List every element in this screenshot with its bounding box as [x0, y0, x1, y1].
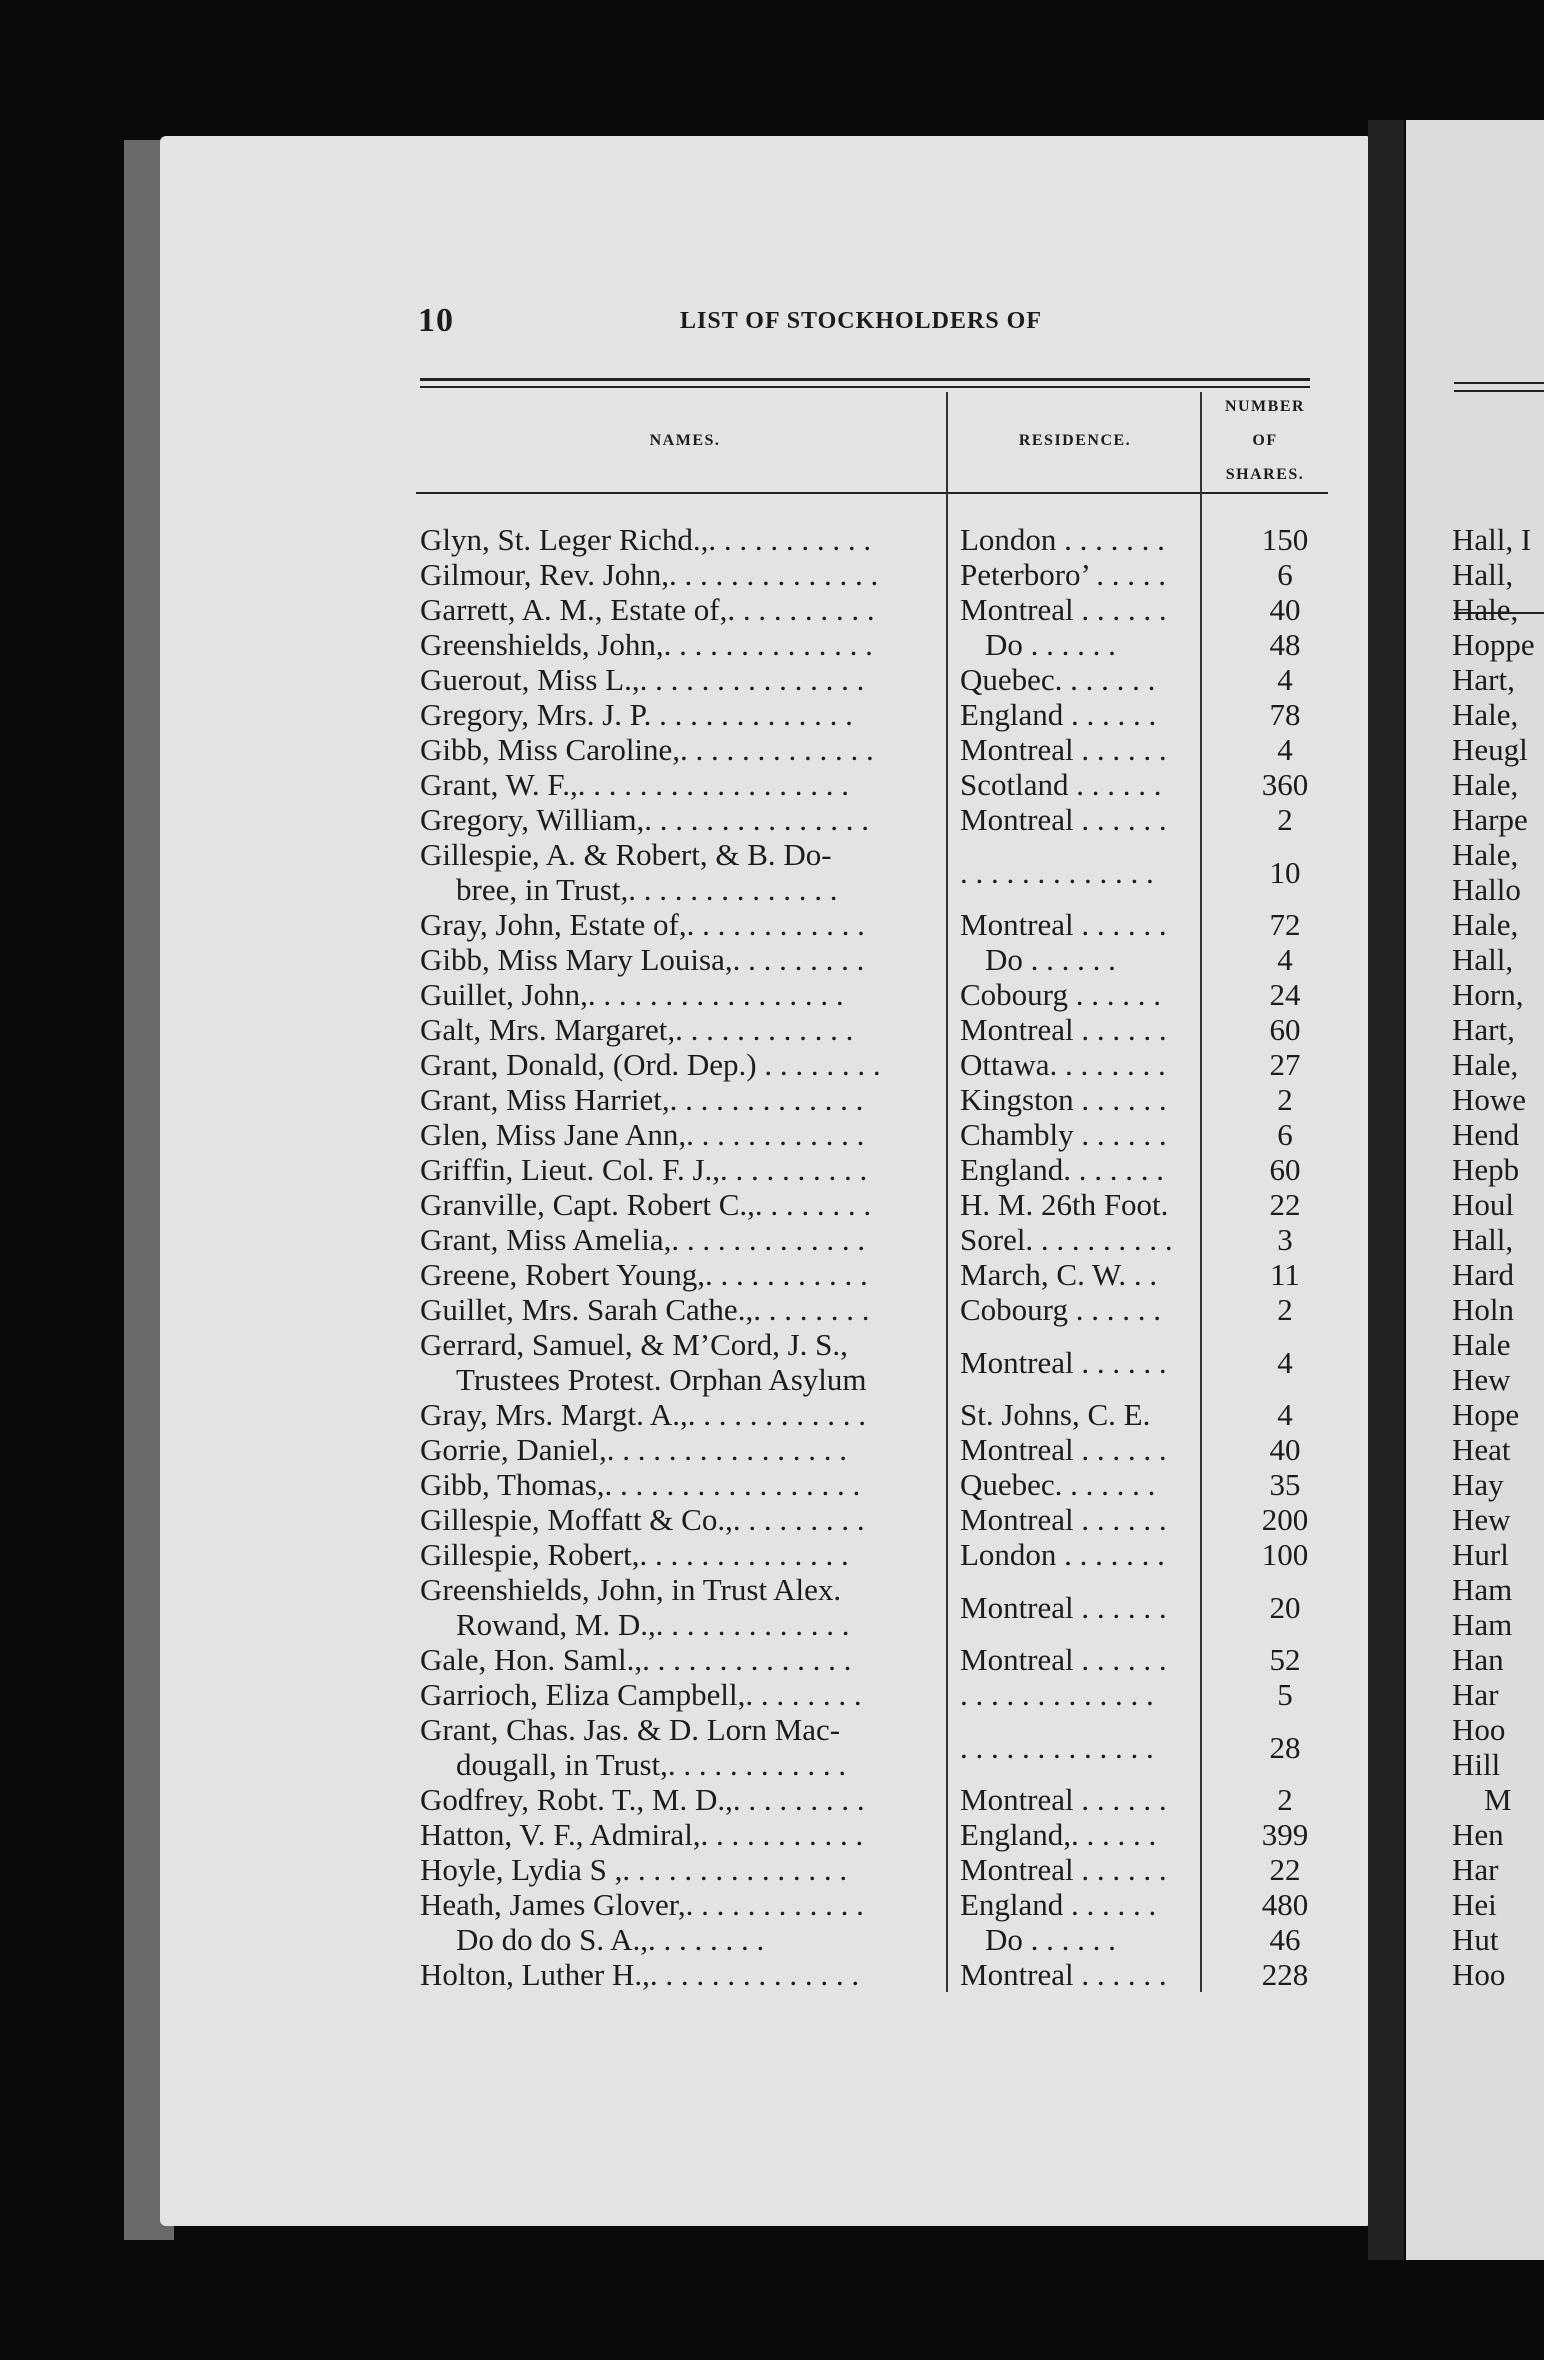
table-row: [420, 522, 1340, 557]
stockholder-shares: 2: [1277, 1782, 1293, 1817]
table-row: [420, 1467, 1340, 1502]
stockholder-shares: 4: [1277, 942, 1293, 977]
table-row: [420, 977, 1340, 1012]
stockholder-residence: Cobourg . . . . . .: [960, 1292, 1161, 1327]
facing-page-fragment: Hew: [1452, 1502, 1511, 1537]
stockholder-shares: 360: [1261, 767, 1309, 802]
facing-page-fragment: Hend: [1452, 1117, 1520, 1152]
stockholder-residence: England. . . . . . .: [960, 1152, 1165, 1187]
stockholder-name: Gillespie, A. & Robert, & B. Do-: [420, 837, 832, 872]
stockholder-name: Gale, Hon. Saml.,. . . . . . . . . . . . . .: [420, 1642, 852, 1677]
stockholder-name: Garrett, A. M., Estate of,. . . . . . . . . .: [420, 592, 875, 627]
column-header-shares-line2: OF: [1252, 432, 1278, 449]
facing-page-fragment: M: [1484, 1782, 1512, 1817]
stockholder-name: Griffin, Lieut. Col. F. J.,. . . . . . . . . .: [420, 1152, 868, 1187]
header-rule-bottom: [420, 386, 1310, 388]
stockholder-name: Hoyle, Lydia S ,. . . . . . . . . . . . . . .: [420, 1852, 848, 1887]
stockholder-shares: 6: [1277, 1117, 1293, 1152]
table-row: [420, 1117, 1340, 1152]
stockholder-name: Guillet, John,. . . . . . . . . . . . . . . . .: [420, 977, 844, 1012]
column-header-names: NAMES.: [649, 432, 721, 449]
stockholder-name: Gilmour, Rev. John,. . . . . . . . . . . . . .: [420, 557, 879, 592]
table-row: [420, 1292, 1340, 1327]
stockholder-residence: England,. . . . . .: [960, 1817, 1157, 1852]
stockholder-shares: 40: [1269, 1432, 1301, 1467]
facing-page-fragment: Hall,: [1452, 557, 1514, 592]
facing-page-fragment: Horn,: [1452, 977, 1524, 1012]
table-row: [420, 557, 1340, 592]
stockholder-residence: Montreal . . . . . .: [960, 592, 1167, 627]
stockholder-residence: Montreal . . . . . .: [960, 1957, 1167, 1992]
page-number: 10: [418, 302, 454, 339]
stockholder-shares: 24: [1269, 977, 1301, 1012]
stockholder-residence: H. M. 26th Foot.: [960, 1187, 1169, 1222]
stockholder-name: Heath, James Glover,. . . . . . . . . . . .: [420, 1887, 864, 1922]
column-header-shares-line3: SHARES.: [1225, 466, 1305, 483]
table-row: [420, 1887, 1340, 1922]
stockholder-shares: 2: [1277, 1292, 1293, 1327]
stockholder-name: Gerrard, Samuel, & M’Cord, J. S.,: [420, 1327, 848, 1362]
stockholder-name: Grant, Donald, (Ord. Dep.) . . . . . . . .: [420, 1047, 881, 1082]
stockholder-name: Gray, John, Estate of,. . . . . . . . . . . .: [420, 907, 865, 942]
stockholder-name: Grant, Miss Harriet,. . . . . . . . . . . . .: [420, 1082, 864, 1117]
table-row: [420, 1712, 1340, 1782]
stockholder-shares: 4: [1277, 1397, 1293, 1432]
table-row: [420, 1782, 1340, 1817]
stockholder-residence: Montreal . . . . . .: [960, 1344, 1167, 1380]
stockholder-shares: 60: [1269, 1012, 1301, 1047]
table-row: [420, 942, 1340, 977]
stockholder-name: Glyn, St. Leger Richd.,. . . . . . . . . . .: [420, 522, 872, 557]
table-row: [420, 1642, 1340, 1677]
stockholder-shares: 48: [1269, 627, 1301, 662]
table-row: [420, 1957, 1340, 1992]
stockholder-shares: 3: [1277, 1222, 1293, 1257]
stockholder-shares: 72: [1269, 907, 1301, 942]
table-row: [420, 1222, 1340, 1257]
stockholder-shares: 27: [1269, 1047, 1301, 1082]
table-row: [420, 662, 1340, 697]
table-row: [420, 1922, 1340, 1957]
stockholder-name: Gillespie, Robert,. . . . . . . . . . . . . .: [420, 1537, 849, 1572]
stockholder-name: Grant, W. F.,. . . . . . . . . . . . . . . . . .: [420, 767, 849, 802]
table-row: [420, 837, 1340, 907]
stockholder-shares: 46: [1269, 1922, 1301, 1957]
facing-page-fragment: Heat: [1452, 1432, 1511, 1467]
stockholder-name: Grant, Chas. Jas. & D. Lorn Mac-: [420, 1712, 841, 1747]
stockholder-residence: Montreal . . . . . .: [960, 1589, 1167, 1625]
stockholder-shares: 6: [1277, 557, 1293, 592]
stockholder-residence: Peterboro’ . . . . .: [960, 557, 1167, 592]
table-row: [420, 1852, 1340, 1887]
table-row: [420, 907, 1340, 942]
stockholder-name: Granville, Capt. Robert C.,. . . . . . . .: [420, 1187, 872, 1222]
facing-page-fragment: Hard: [1452, 1257, 1514, 1292]
facing-page-fragment: Hen: [1452, 1817, 1504, 1852]
stockholder-residence: Montreal . . . . . .: [960, 1012, 1167, 1047]
facing-page-fragment: Hay: [1452, 1467, 1504, 1502]
stockholder-residence: Chambly . . . . . .: [960, 1117, 1167, 1152]
stockholder-shares: 35: [1269, 1467, 1301, 1502]
stockholder-name-continued: Rowand, M. D.,. . . . . . . . . . . . .: [456, 1607, 850, 1642]
facing-page-fragment: Hoppe: [1452, 627, 1535, 662]
stockholder-residence: London . . . . . . .: [960, 1537, 1165, 1572]
facing-page-fragment: Hill: [1452, 1747, 1501, 1782]
stockholder-residence: Kingston . . . . . .: [960, 1082, 1167, 1117]
stockholder-shares: 480: [1261, 1887, 1309, 1922]
stockholder-name: Gillespie, Moffatt & Co.,. . . . . . . . .: [420, 1502, 865, 1537]
table-row: [420, 1572, 1340, 1642]
stockholder-residence: Montreal . . . . . .: [960, 1502, 1167, 1537]
stockholder-residence: Montreal . . . . . .: [960, 1432, 1167, 1467]
stockholder-residence: Do . . . . . .: [985, 1922, 1116, 1957]
stockholder-shares: 78: [1269, 697, 1301, 732]
stockholder-name: Do do do S. A.,. . . . . . . .: [456, 1922, 765, 1957]
stockholder-residence: Ottawa. . . . . . . .: [960, 1047, 1166, 1082]
facing-page-fragment: Hurl: [1452, 1537, 1509, 1572]
stockholder-shares: 40: [1269, 592, 1301, 627]
column-header-rule: [416, 492, 1328, 494]
stockholder-shares: 4: [1277, 732, 1293, 767]
table-row: [420, 1257, 1340, 1292]
table-row: [420, 1817, 1340, 1852]
stockholder-residence: Do . . . . . .: [985, 942, 1116, 977]
stockholder-residence: . . . . . . . . . . . . .: [960, 1729, 1154, 1765]
facing-page-fragment: Hut: [1452, 1922, 1499, 1957]
stockholder-name: Gibb, Thomas,. . . . . . . . . . . . . . . . .: [420, 1467, 861, 1502]
facing-page-fragment: Hale,: [1452, 697, 1519, 732]
facing-page-fragment: Hale,: [1452, 1047, 1519, 1082]
facing-page-fragment: Hallo: [1452, 872, 1521, 907]
stockholder-shares: 200: [1261, 1502, 1309, 1537]
facing-page-rule: [1454, 390, 1544, 392]
table-row: [420, 1677, 1340, 1712]
stockholder-shares: 52: [1269, 1642, 1301, 1677]
table-row: [420, 1327, 1340, 1397]
stockholder-shares: 5: [1277, 1677, 1293, 1712]
facing-page-fragment: Hope: [1452, 1397, 1520, 1432]
facing-page-fragment: Har: [1452, 1677, 1499, 1712]
stockholder-residence: England . . . . . .: [960, 697, 1157, 732]
stockholder-residence: England . . . . . .: [960, 1887, 1157, 1922]
stockholder-shares: 4: [1277, 662, 1293, 697]
facing-page-fragment: Hei: [1452, 1887, 1497, 1922]
book-spine: [1368, 120, 1404, 2260]
facing-page-fragment: Hale,: [1452, 592, 1519, 627]
stockholder-residence: Quebec. . . . . . .: [960, 662, 1156, 697]
table-row: [420, 1152, 1340, 1187]
stockholder-shares: 150: [1261, 522, 1309, 557]
stockholder-shares: 228: [1261, 1957, 1309, 1992]
stockholder-residence: Montreal . . . . . .: [960, 732, 1167, 767]
stockholder-name: Galt, Mrs. Margaret,. . . . . . . . . . . .: [420, 1012, 854, 1047]
running-title: LIST OF STOCKHOLDERS OF: [680, 308, 1042, 334]
stockholder-name: Guerout, Miss L.,. . . . . . . . . . . . . . .: [420, 662, 865, 697]
stockholder-residence: Montreal . . . . . .: [960, 1642, 1167, 1677]
stockholder-shares: 20: [1269, 1589, 1301, 1625]
stockholder-name: Godfrey, Robt. T., M. D.,. . . . . . . . .: [420, 1782, 865, 1817]
table-row: [420, 627, 1340, 662]
facing-page-fragment: Hepb: [1452, 1152, 1520, 1187]
header-rule-top: [420, 378, 1310, 381]
stockholder-name: Garrioch, Eliza Campbell,. . . . . . . .: [420, 1677, 862, 1712]
facing-page-fragment: Hale,: [1452, 907, 1519, 942]
stockholder-shares: 10: [1269, 854, 1301, 890]
stockholder-shares: 399: [1261, 1817, 1309, 1852]
stockholder-name-continued: bree, in Trust,. . . . . . . . . . . . . .: [456, 872, 838, 907]
stockholder-residence: Montreal . . . . . .: [960, 907, 1167, 942]
stockholder-residence: . . . . . . . . . . . . .: [960, 854, 1154, 890]
facing-page-fragment: Hale: [1452, 1327, 1511, 1362]
stockholder-shares: 2: [1277, 1082, 1293, 1117]
facing-page-fragment: Ham: [1452, 1607, 1513, 1642]
table-row: [420, 802, 1340, 837]
facing-page-fragment: Han: [1452, 1642, 1504, 1677]
facing-page-fragment: Hoo: [1452, 1712, 1506, 1747]
facing-page-fragment: Holn: [1452, 1292, 1514, 1327]
facing-page-fragment: Hall,: [1452, 942, 1514, 977]
stockholder-residence: St. Johns, C. E.: [960, 1397, 1151, 1432]
stockholder-name: Guillet, Mrs. Sarah Cathe.,. . . . . . . .: [420, 1292, 870, 1327]
stockholder-shares: 2: [1277, 802, 1293, 837]
stockholder-residence: Scotland . . . . . .: [960, 767, 1162, 802]
facing-page-edge: [1406, 120, 1544, 2260]
stockholder-name: Glen, Miss Jane Ann,. . . . . . . . . . . .: [420, 1117, 865, 1152]
stockholder-name-continued: dougall, in Trust,. . . . . . . . . . . .: [456, 1747, 847, 1782]
stockholder-residence: London . . . . . . .: [960, 522, 1165, 557]
facing-page-rule: [1454, 382, 1544, 384]
table-row: [420, 1397, 1340, 1432]
stockholder-name: Greene, Robert Young,. . . . . . . . . . .: [420, 1257, 868, 1292]
facing-page-fragment: Heugl: [1452, 732, 1528, 767]
stockholder-residence: Montreal . . . . . .: [960, 1782, 1167, 1817]
stockholder-shares: 60: [1269, 1152, 1301, 1187]
stockholder-shares: 22: [1269, 1852, 1301, 1887]
table-row: [420, 1047, 1340, 1082]
stockholder-residence: Quebec. . . . . . .: [960, 1467, 1156, 1502]
stockholder-shares: 22: [1269, 1187, 1301, 1222]
stockholder-shares: 11: [1270, 1257, 1300, 1292]
stockholder-residence: Cobourg . . . . . .: [960, 977, 1161, 1012]
stockholder-shares: 28: [1269, 1729, 1301, 1765]
table-row: [420, 1537, 1340, 1572]
table-row: [420, 1187, 1340, 1222]
facing-page-fragment: Hart,: [1452, 1012, 1515, 1047]
stockholder-name: Hatton, V. F., Admiral,. . . . . . . . . . .: [420, 1817, 864, 1852]
table-row: [420, 592, 1340, 627]
stockholder-name: Gregory, Mrs. J. P. . . . . . . . . . . . . .: [420, 697, 853, 732]
stockholder-name-continued: Trustees Protest. Orphan Asylum: [456, 1362, 867, 1397]
table-row: [420, 1082, 1340, 1117]
table-row: [420, 1012, 1340, 1047]
stockholder-residence: Montreal . . . . . .: [960, 802, 1167, 837]
stockholder-name: Gorrie, Daniel,. . . . . . . . . . . . . . . .: [420, 1432, 848, 1467]
table-row: [420, 697, 1340, 732]
stockholder-name: Grant, Miss Amelia,. . . . . . . . . . . . .: [420, 1222, 866, 1257]
facing-page-fragment: Ham: [1452, 1572, 1513, 1607]
stockholder-name: Gregory, William,. . . . . . . . . . . . . . .: [420, 802, 870, 837]
stockholder-shares: 4: [1277, 1344, 1293, 1380]
facing-page-fragment: Hall, I: [1452, 522, 1532, 557]
facing-page-fragment: Houl: [1452, 1187, 1514, 1222]
column-header-residence: RESIDENCE.: [1018, 432, 1132, 449]
facing-page-fragment: Hale,: [1452, 767, 1519, 802]
facing-page-fragment: Harpe: [1452, 802, 1528, 837]
stockholder-name: Gibb, Miss Caroline,. . . . . . . . . . . . .: [420, 732, 874, 767]
stockholder-name: Gibb, Miss Mary Louisa,. . . . . . . . .: [420, 942, 865, 977]
stockholder-residence: Do . . . . . .: [985, 627, 1116, 662]
facing-page-fragment: Hall,: [1452, 1222, 1514, 1257]
stockholder-residence: Montreal . . . . . .: [960, 1852, 1167, 1887]
stockholder-residence: . . . . . . . . . . . . .: [960, 1677, 1154, 1712]
stockholder-name: Holton, Luther H.,. . . . . . . . . . . . . .: [420, 1957, 860, 1992]
stockholder-name: Gray, Mrs. Margt. A.,. . . . . . . . . . . .: [420, 1397, 867, 1432]
facing-page-fragment: Howe: [1452, 1082, 1527, 1117]
table-row: [420, 1432, 1340, 1467]
column-header-shares-line1: NUMBER: [1224, 398, 1306, 415]
table-row: [420, 1502, 1340, 1537]
facing-page-fragment: Hew: [1452, 1362, 1511, 1397]
stockholder-name: Greenshields, John,. . . . . . . . . . . . . .: [420, 627, 873, 662]
table-row: [420, 732, 1340, 767]
stockholder-residence: March, C. W. . .: [960, 1257, 1158, 1292]
stockholder-shares: 100: [1261, 1537, 1309, 1572]
facing-page-fragment: Hoo: [1452, 1957, 1506, 1992]
facing-page-fragment: Hart,: [1452, 662, 1515, 697]
facing-page-fragment: Hale,: [1452, 837, 1519, 872]
stockholder-name: Greenshields, John, in Trust Alex.: [420, 1572, 842, 1607]
table-row: [420, 767, 1340, 802]
stockholder-residence: Sorel. . . . . . . . . .: [960, 1222, 1173, 1257]
facing-page-fragment: Har: [1452, 1852, 1499, 1887]
